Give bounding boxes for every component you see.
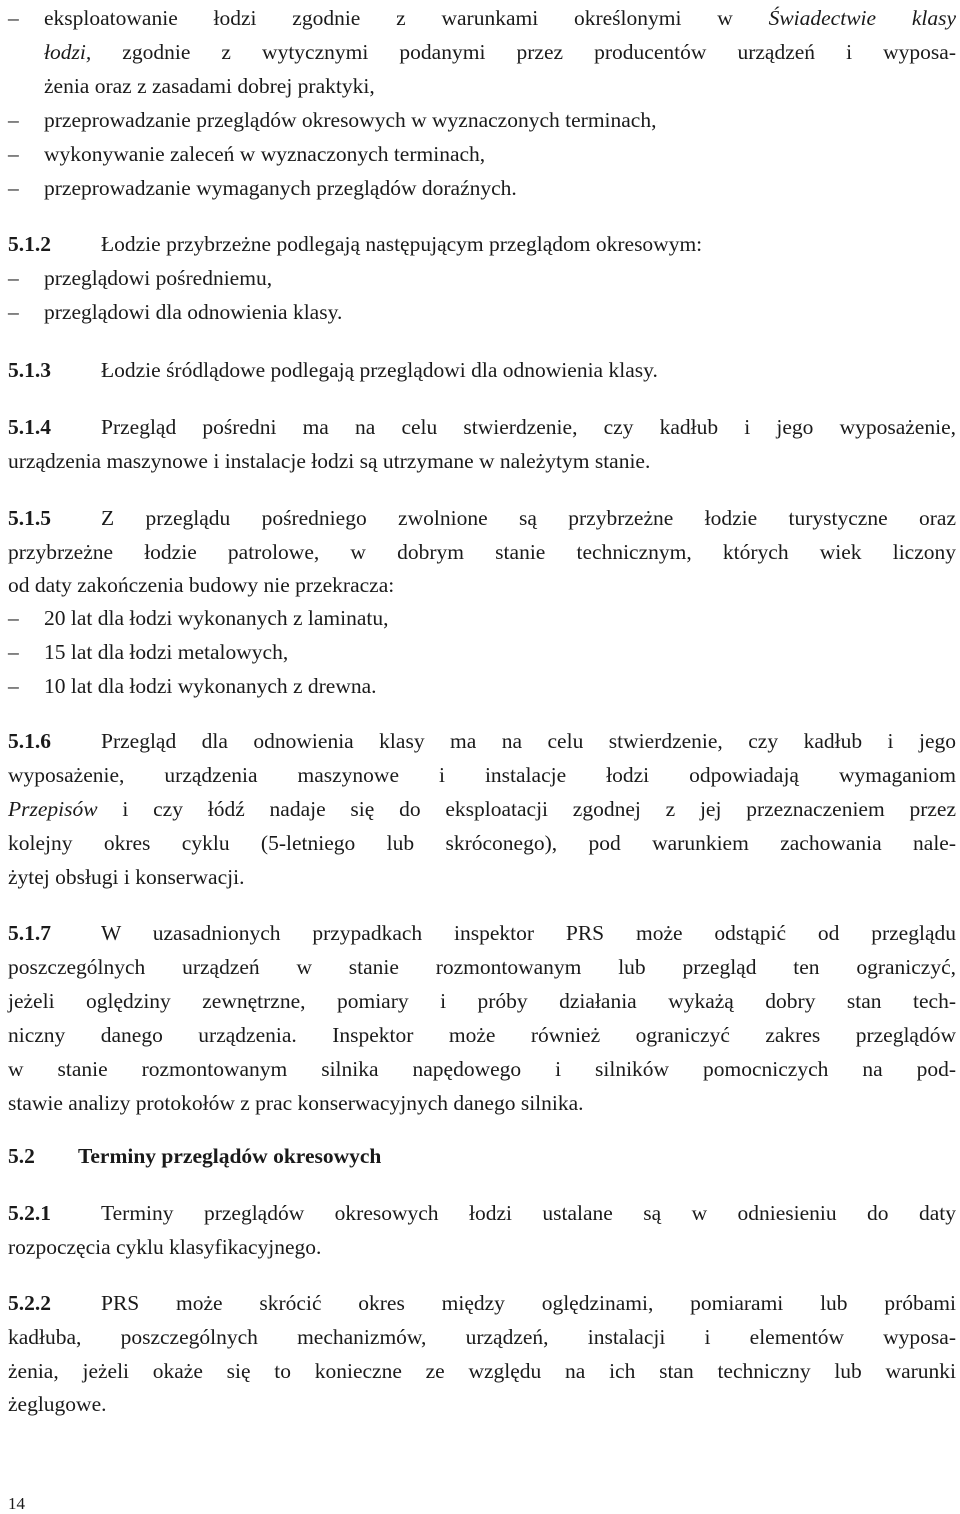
paragraph-line	[8, 1053, 956, 1085]
section-title: Terminy przeglądów okresowych	[78, 1144, 382, 1168]
dash-bullet: –	[8, 142, 19, 166]
paragraph-text: niczny danego urządzenia. Inspektor może również ograniczyć zakres przeglądów	[8, 1023, 956, 1047]
paragraph-5-1-5	[8, 502, 956, 534]
paragraph-5-2-2	[8, 1287, 956, 1319]
list-item	[8, 104, 656, 136]
italic-term: Przepisów	[8, 797, 98, 821]
paragraph-line	[8, 827, 956, 859]
list-item-text: przeglądowi pośredniemu,	[44, 266, 273, 290]
section-number: 5.2.1	[8, 1201, 51, 1225]
paragraph-text: rozpoczęcia cyklu klasyfikacyjnego.	[8, 1235, 322, 1259]
paragraph-text: przybrzeżne łodzie patrolowe, w dobrym stanie technicznym, których wiek liczony	[8, 540, 956, 564]
section-number: 5.1.3	[8, 358, 51, 382]
dash-bullet: –	[8, 300, 19, 324]
dash-bullet: –	[8, 640, 19, 664]
paragraph-text: kolejny okres cyklu (5-letniego lub skróconego), pod warunkiem zachowania nale-	[8, 831, 956, 855]
list-item	[8, 636, 288, 668]
list-item	[8, 602, 389, 634]
paragraph-text: i czy łódź nadaje się do eksploatacji zgodnej z jej przeznaczeniem przez	[122, 797, 956, 821]
paragraph-line	[8, 1087, 584, 1119]
paragraph-line	[8, 985, 956, 1017]
paragraph-text: Łodzie przybrzeżne podlegają następującym przeglądom okresowym:	[101, 232, 703, 256]
paragraph-text: stawie analizy protokołów z prac konserwacyjnych danego silnika.	[8, 1091, 584, 1115]
paragraph-text: Z przeglądu pośredniego zwolnione są przybrzeżne łodzie turystyczne oraz	[101, 506, 956, 530]
paragraph-text: żenia, jeżeli okaże się to konieczne ze względu na ich stan techniczny lub warunki	[8, 1359, 956, 1383]
list-item	[8, 670, 377, 702]
dash-bullet: –	[8, 606, 19, 630]
section-number: 5.1.2	[8, 232, 51, 256]
paragraph-text: wyposażenie, urządzenia maszynowe i instalacje łodzi odpowiadają wymaganiom	[8, 763, 956, 787]
paragraph-text: urządzenia maszynowe i instalacje łodzi są utrzymane w należytym stanie.	[8, 449, 651, 473]
list-item	[8, 2, 956, 34]
list-item	[8, 138, 485, 170]
list-item-text: przeglądowi dla odnowienia klasy.	[44, 300, 343, 324]
list-item-text: żenia oraz z zasadami dobrej praktyki,	[44, 74, 375, 98]
paragraph-5-2-1	[8, 1197, 956, 1229]
section-number: 5.1.4	[8, 415, 51, 439]
paragraph-line	[8, 793, 956, 825]
section-heading-5-2	[8, 1140, 381, 1172]
paragraph-line	[8, 759, 956, 791]
list-item-text: 15 lat dla łodzi metalowych,	[44, 640, 289, 664]
paragraph-line	[8, 1321, 956, 1353]
dash-bullet: –	[8, 108, 19, 132]
section-number: 5.1.5	[8, 506, 51, 530]
paragraph-text: żeglugowe.	[8, 1392, 107, 1416]
paragraph-5-1-2	[8, 228, 702, 260]
paragraph-line	[8, 1355, 956, 1387]
dash-bullet: –	[8, 176, 19, 200]
paragraph-text: Terminy przeglądów okresowych łodzi ustalane są w odniesieniu do daty	[101, 1201, 956, 1225]
section-number: 5.2.2	[8, 1291, 51, 1315]
section-number: 5.1.6	[8, 729, 51, 753]
paragraph-line	[8, 536, 956, 568]
paragraph-line	[8, 569, 394, 601]
paragraph-text: od daty zakończenia budowy nie przekracza:	[8, 573, 395, 597]
paragraph-text: jeżeli oględziny zewnętrzne, pomiary i próby działania wykażą dobry stan tech-	[8, 989, 956, 1013]
list-item-text: 20 lat dla łodzi wykonanych z laminatu,	[44, 606, 389, 630]
paragraph-5-1-4	[8, 411, 956, 443]
dash-bullet: –	[8, 6, 19, 30]
list-item-continuation	[8, 36, 956, 68]
paragraph-text: W uzasadnionych przypadkach inspektor PRS może odstąpić od przeglądu	[101, 921, 956, 945]
paragraph-5-1-3	[8, 354, 658, 386]
section-number: 5.1.7	[8, 921, 51, 945]
paragraph-line	[8, 1388, 107, 1420]
paragraph-line	[8, 1231, 321, 1263]
paragraph-text: w stanie rozmontowanym silnika napędowego i silników pomocniczych na pod-	[8, 1057, 956, 1081]
paragraph-text: poszczególnych urządzeń w stanie rozmontowanym lub przegląd ten ograniczyć,	[8, 955, 956, 979]
paragraph-5-1-6	[8, 725, 956, 757]
paragraph-text: Przegląd dla odnowienia klasy ma na celu stwierdzenie, czy kadłub i jego	[101, 729, 956, 753]
list-item	[8, 172, 517, 204]
list-item	[8, 296, 342, 328]
paragraph-text: kadłuba, poszczególnych mechanizmów, urządzeń, instalacji i elementów wyposa-	[8, 1325, 956, 1349]
list-item-text: eksploatowanie łodzi zgodnie z warunkami określonymi w	[44, 6, 733, 30]
paragraph-line	[8, 445, 650, 477]
italic-term: łodzi,	[44, 40, 92, 64]
list-item-text: 10 lat dla łodzi wykonanych z drewna.	[44, 674, 377, 698]
paragraph-text: PRS może skrócić okres między oględzinami, pomiarami lub próbami	[101, 1291, 956, 1315]
page-number: 14	[8, 1494, 25, 1513]
paragraph-line	[8, 861, 244, 893]
list-item-text: przeprowadzanie przeglądów okresowych w wyznaczonych terminach,	[44, 108, 657, 132]
dash-bullet: –	[8, 674, 19, 698]
list-item-text: przeprowadzanie wymaganych przeglądów doraźnych.	[44, 176, 517, 200]
italic-term: Świadectwie klasy	[768, 6, 957, 30]
paragraph-text: żytej obsługi i konserwacji.	[8, 865, 245, 889]
paragraph-line	[8, 1019, 956, 1051]
paragraph-text: Przegląd pośredni ma na celu stwierdzenie, czy kadłub i jego wyposażenie,	[101, 415, 956, 439]
dash-bullet: –	[8, 266, 19, 290]
paragraph-text: Łodzie śródlądowe podlegają przeglądowi dla odnowienia klasy.	[101, 358, 658, 382]
list-item	[8, 262, 272, 294]
paragraph-5-1-7	[8, 917, 956, 949]
list-item-text: zgodnie z wytycznymi podanymi przez producentów urządzeń i wyposa-	[122, 40, 957, 64]
section-number: 5.2	[8, 1144, 35, 1168]
list-item-text: wykonywanie zaleceń w wyznaczonych terminach,	[44, 142, 486, 166]
list-item-continuation	[8, 70, 375, 102]
paragraph-line	[8, 951, 956, 983]
